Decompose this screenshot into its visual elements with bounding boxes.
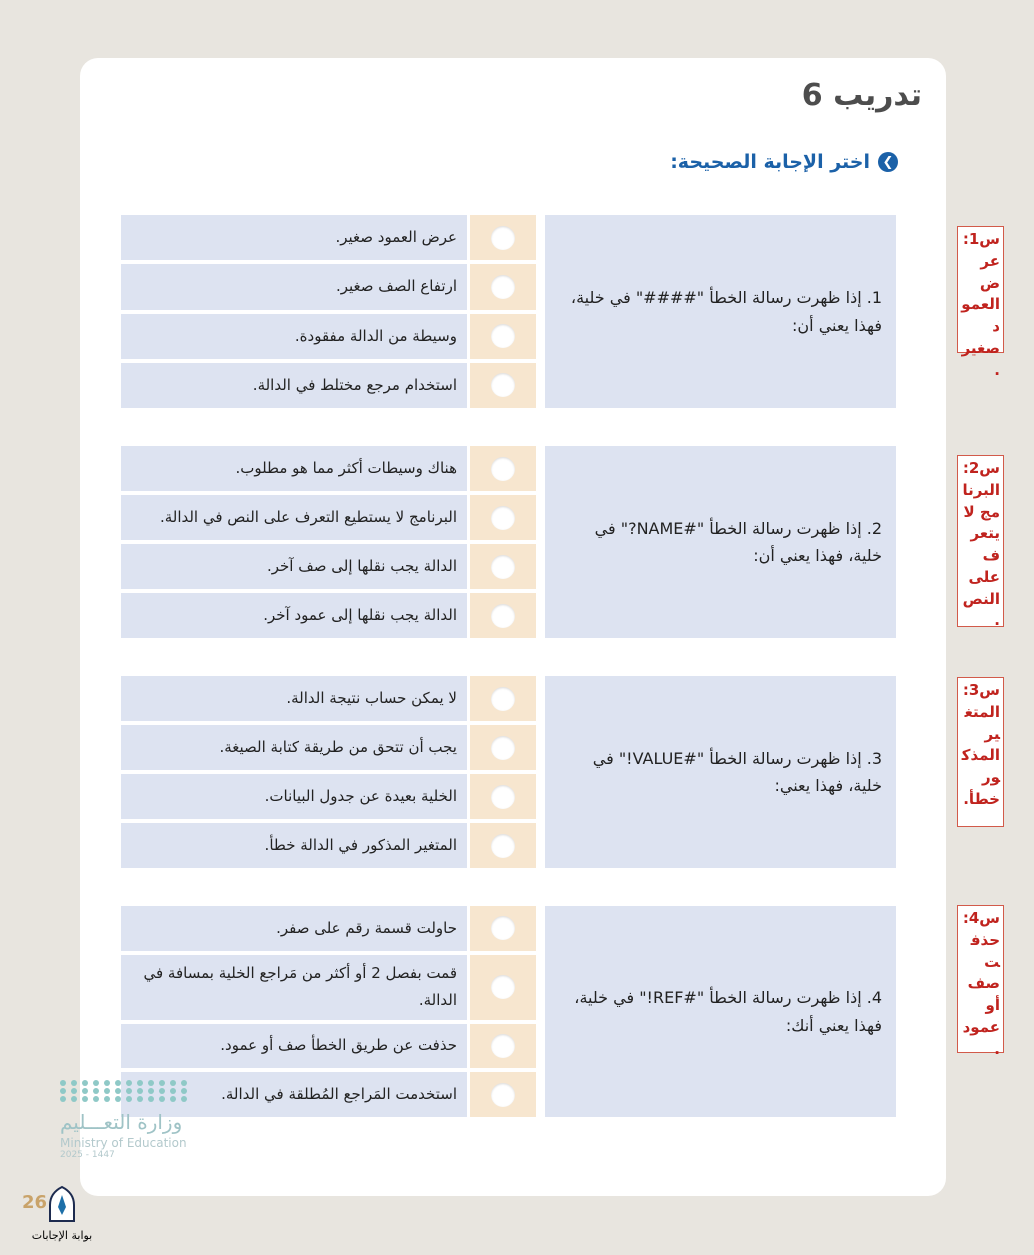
- watermark: [26, 1185, 98, 1253]
- radio-button[interactable]: [491, 275, 515, 299]
- pen-emblem-icon: [44, 1185, 80, 1225]
- instruction-label: اختر الإجابة الصحيحة:: [670, 151, 870, 173]
- question-text: 1. إذا ظهرت رسالة الخطأ "####" في خلية، فهذا يعني أن:: [545, 215, 896, 408]
- option-text: حذفت عن طريق الخطأ صف أو عمود.: [121, 1024, 467, 1069]
- option-row[interactable]: [121, 363, 541, 408]
- option-text: حاولت قسمة رقم على صفر.: [121, 906, 467, 951]
- radio-cell: [470, 955, 536, 1020]
- option-row[interactable]: [121, 955, 541, 1020]
- radio-cell: [470, 1024, 536, 1069]
- radio-cell: [470, 363, 536, 408]
- option-text: عرض العمود صغير.: [121, 215, 467, 260]
- radio-cell: [470, 823, 536, 868]
- question-block-3: [121, 676, 896, 868]
- ministry-name-ar: وزارة التعـــليم: [60, 1110, 183, 1134]
- radio-button[interactable]: [491, 226, 515, 250]
- question-text: 3. إذا ظهرت رسالة الخطأ "#VALUE!" في خلية، فهذا يعني:: [545, 676, 896, 868]
- radio-cell: [470, 446, 536, 491]
- option-row[interactable]: [121, 774, 541, 819]
- option-text: البرنامج لا يستطيع التعرف على النص في الدالة.: [121, 495, 467, 540]
- radio-button[interactable]: [491, 1034, 515, 1058]
- options-list: [121, 215, 541, 408]
- radio-button[interactable]: [491, 555, 515, 579]
- radio-button[interactable]: [491, 506, 515, 530]
- answer-note-3: س3: المتغير المذكور خطأ.: [957, 677, 1004, 827]
- option-text: المتغير المذكور في الدالة خطأ.: [121, 823, 467, 868]
- page-title: تدريب 6: [801, 78, 922, 113]
- option-text: ارتفاع الصف صغير.: [121, 264, 467, 309]
- radio-cell: [470, 544, 536, 589]
- page-number: 26: [22, 1192, 48, 1213]
- question-block-4: [121, 906, 896, 1117]
- watermark-text: بوابة الإجابات: [31, 1229, 93, 1242]
- radio-button[interactable]: [491, 604, 515, 628]
- option-text: الدالة يجب نقلها إلى صف آخر.: [121, 544, 467, 589]
- radio-cell: [470, 593, 536, 638]
- chevron-right-icon: ❯: [878, 152, 898, 172]
- option-text: الخلية بعيدة عن جدول البيانات.: [121, 774, 467, 819]
- option-text: لا يمكن حساب نتيجة الدالة.: [121, 676, 467, 721]
- radio-button[interactable]: [491, 975, 515, 999]
- instruction: [670, 151, 898, 173]
- answer-note-2: س2: البرنامج لا يتعرف على النص.: [957, 455, 1004, 627]
- radio-cell: [470, 906, 536, 951]
- radio-button[interactable]: [491, 687, 515, 711]
- option-row[interactable]: [121, 906, 541, 951]
- radio-button[interactable]: [491, 1083, 515, 1107]
- radio-cell: [470, 725, 536, 770]
- radio-cell: [470, 774, 536, 819]
- radio-cell: [470, 1072, 536, 1117]
- radio-cell: [470, 215, 536, 260]
- question-text: 2. إذا ظهرت رسالة الخطأ "#NAME?" في خلية، فهذا يعني أن:: [545, 446, 896, 638]
- logo-dots-icon: [60, 1080, 190, 1102]
- radio-button[interactable]: [491, 324, 515, 348]
- option-row[interactable]: [121, 593, 541, 638]
- answer-note-1: س1: عرض العمود صغير.: [957, 226, 1004, 353]
- option-text: يجب أن تتحق من طريقة كتابة الصيغة.: [121, 725, 467, 770]
- radio-button[interactable]: [491, 785, 515, 809]
- option-row[interactable]: [121, 495, 541, 540]
- option-row[interactable]: [121, 676, 541, 721]
- option-row[interactable]: [121, 544, 541, 589]
- answer-note-4: س4: حذفت صف أو عمود.: [957, 905, 1004, 1053]
- option-row[interactable]: [121, 1024, 541, 1069]
- option-row[interactable]: [121, 823, 541, 868]
- options-list: [121, 446, 541, 638]
- question-block-2: [121, 446, 896, 638]
- radio-cell: [470, 676, 536, 721]
- radio-button[interactable]: [491, 834, 515, 858]
- option-text: قمت بفصل 2 أو أكثر من مَراجع الخلية بمسافة في الدالة.: [121, 955, 467, 1020]
- option-text: وسيطة من الدالة مفقودة.: [121, 314, 467, 359]
- option-text: استخدام مرجع مختلط في الدالة.: [121, 363, 467, 408]
- option-row[interactable]: [121, 314, 541, 359]
- ministry-logo: [60, 1080, 200, 1195]
- radio-button[interactable]: [491, 736, 515, 760]
- option-text: الدالة يجب نقلها إلى عمود آخر.: [121, 593, 467, 638]
- radio-button[interactable]: [491, 916, 515, 940]
- option-text: هناك وسيطات أكثر مما هو مطلوب.: [121, 446, 467, 491]
- radio-cell: [470, 264, 536, 309]
- option-row[interactable]: [121, 215, 541, 260]
- option-row[interactable]: [121, 264, 541, 309]
- question-block-1: [121, 215, 896, 408]
- radio-cell: [470, 314, 536, 359]
- option-row[interactable]: [121, 725, 541, 770]
- radio-button[interactable]: [491, 373, 515, 397]
- ministry-name-en: Ministry of Education: [60, 1136, 187, 1150]
- radio-button[interactable]: [491, 457, 515, 481]
- question-text: 4. إذا ظهرت رسالة الخطأ "#REF!" في خلية، فهذا يعني أنك:: [545, 906, 896, 1117]
- options-list: [121, 676, 541, 868]
- option-text: استخدمت المَراجع المُطلقة في الدالة.: [121, 1072, 467, 1117]
- ministry-year: 2025 - 1447: [60, 1150, 115, 1160]
- option-row[interactable]: [121, 446, 541, 491]
- radio-cell: [470, 495, 536, 540]
